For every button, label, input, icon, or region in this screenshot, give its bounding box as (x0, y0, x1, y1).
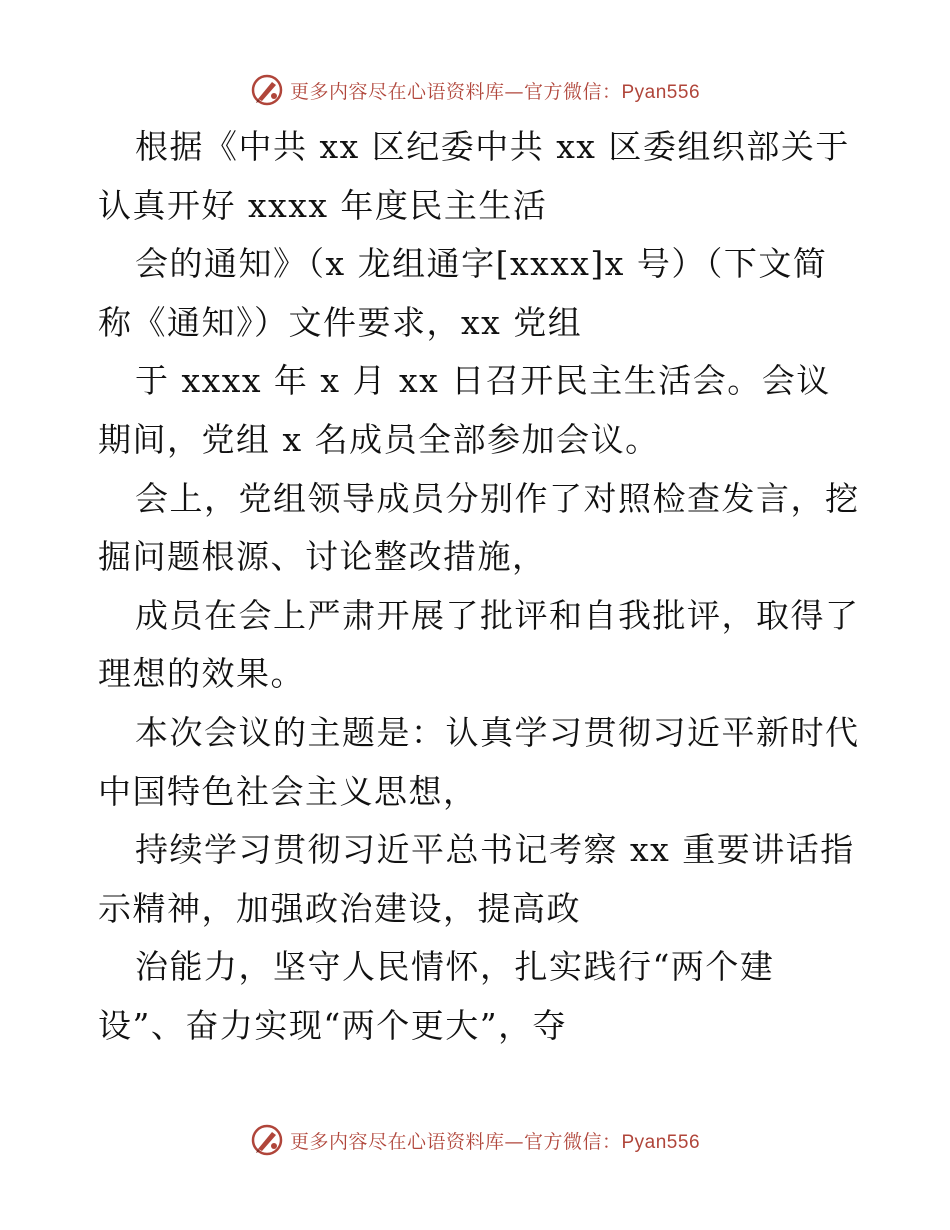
header-banner-text (290, 77, 700, 104)
body-line: 于 xxxx 年 x 月 xx 日召开民主生活会。会议 (135, 361, 831, 401)
footer-banner (0, 1120, 950, 1160)
body-line: 期间，党组 x 名成员全部参加会议。 (98, 419, 660, 459)
header-wechat-id: Pyan556 (621, 81, 701, 103)
body-line: 会的通知》（x 龙组通字[xxxx]x 号）（下文简 (135, 244, 828, 284)
body-line: 成员在会上严肃开展了批评和自我批评，取得了 (135, 595, 860, 635)
pen-logo-icon (250, 73, 284, 107)
body-line: 认真开好 xxxx 年度民主生活 (98, 185, 548, 225)
body-line: 治能力，坚守人民情怀，扎实践行“两个建 (135, 947, 775, 987)
header-slogan: 更多内容尽在心语资料库—官方微信： (289, 80, 622, 103)
body-line: 理想的效果。 (98, 654, 305, 694)
body-line: 示精神，加强政治建设，提高政 (98, 888, 581, 928)
document-body (98, 118, 858, 1056)
footer-wechat-id: Pyan556 (621, 1131, 701, 1153)
footer-banner-text (290, 1127, 700, 1154)
body-line: 称《通知》）文件要求，xx 党组 (98, 302, 583, 342)
body-line: 本次会议的主题是：认真学习贯彻习近平新时代 (135, 712, 860, 752)
pen-logo-icon (250, 1123, 284, 1157)
footer-slogan: 更多内容尽在心语资料库—官方微信： (289, 1130, 622, 1153)
body-line: 掘问题根源、讨论整改措施， (98, 537, 547, 577)
body-line: 中国特色社会主义思想， (98, 771, 478, 811)
body-line: 设”、奋力实现“两个更大”，夺 (98, 1005, 568, 1045)
body-line: 会上，党组领导成员分别作了对照检查发言，挖 (135, 478, 860, 518)
header-banner (0, 70, 950, 110)
body-line: 持续学习贯彻习近平总书记考察 xx 重要讲话指 (135, 830, 855, 870)
body-line: 根据《中共 xx 区纪委中共 xx 区委组织部关于 (135, 127, 850, 166)
